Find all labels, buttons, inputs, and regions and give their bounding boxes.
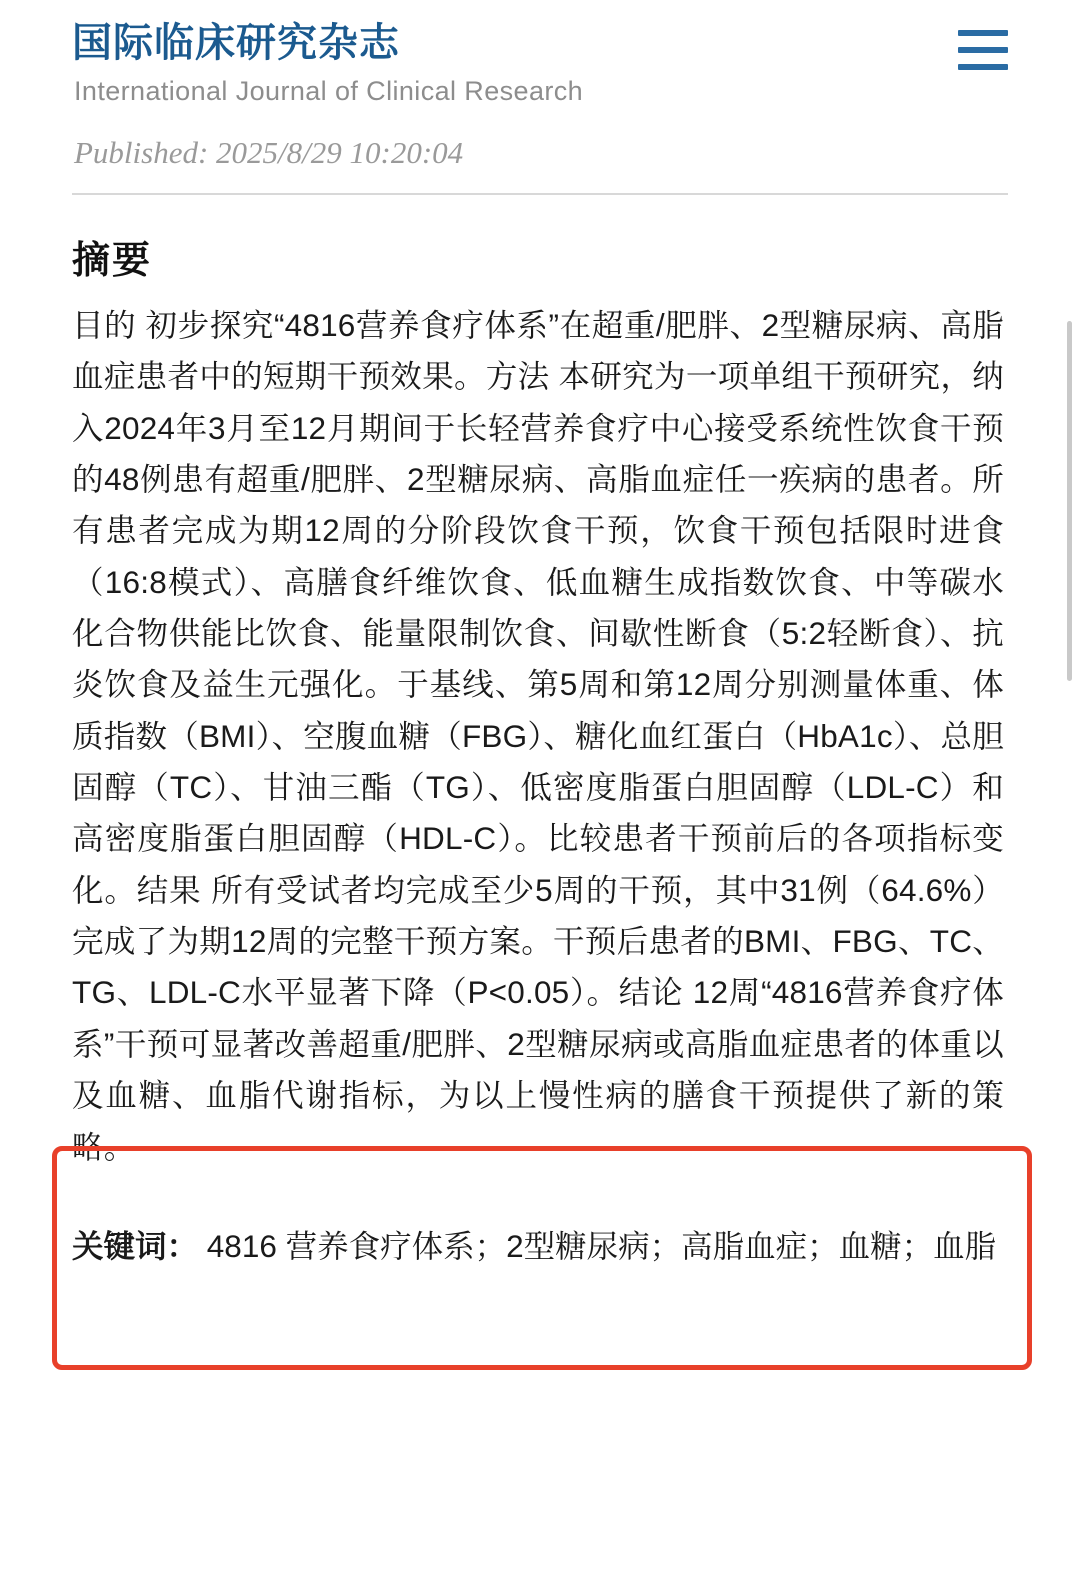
journal-title-en: International Journal of Clinical Research [74,76,584,106]
scrollbar-thumb[interactable] [1067,321,1072,681]
hamburger-bar-1 [958,30,1008,36]
keywords-values: 4816 营养食疗体系；2型糖尿病；高脂血症；血糖；血脂 [206,1227,997,1264]
keywords-line [0,1221,1080,1271]
abstract-body-text: 目的 初步探究“4816营养食疗体系”在超重/肥胖、2型糖尿病、高脂血症患者中的短期干预效果。方法 本研究为一项单组干预研究，纳入2024年3月至12月期间于长轻营养食疗中心接受系统性饮食干预的48例患有超重/肥胖、2型糖尿病、高脂血症任一疾病的患者。所有患者完成为期12周的分阶段饮食干预，饮食干预包括限时进食（16:8模式）、高膳食纤维饮食、低血糖生成指数饮食、中等碳水化合物供能比饮食、能量限制饮食、间歇性断食（5:2轻断食）、抗炎饮食及益生元强化。于基线、第5周和第12周分别测量体重、体质指数（BMI）、空腹血糖（FBG）、糖化血红蛋白（HbA1c）、总胆固醇（TC）、甘油三酯（TG）、低密度脂蛋白胆固醇（LDL-C）和高密度脂蛋白胆固醇（HDL-C）。比较患者干预前后的各项指标变化。结果 所有受试者均完成至少5周的干预，其中31例（64.6%）完成了为期12周的完整干预方案。干预后患者的BMI、FBG、TC、TG、LDL-C水平显著下降（P<0.05）。结论 12周“4816营养食疗体系”干预可显著改善超重/肥胖、2型糖尿病或高脂血症患者的体重以及血糖、血脂代谢指标，为以上慢性病的膳食干预提供了新的策略。 [72,307,1004,1165]
abstract-heading: 摘要 [72,240,153,282]
keywords-label: 关键词： [72,1227,199,1264]
header-divider [72,193,1008,195]
journal-title-cn: 国际临床研究杂志 [72,21,400,65]
hamburger-bar-3 [958,64,1008,70]
hamburger-menu-icon[interactable] [958,30,1008,70]
published-timestamp: Published: 2025/8/29 10:20:04 [74,135,464,170]
hamburger-bar-2 [958,47,1008,53]
abstract-section [0,229,1080,1173]
journal-header [0,0,1080,107]
